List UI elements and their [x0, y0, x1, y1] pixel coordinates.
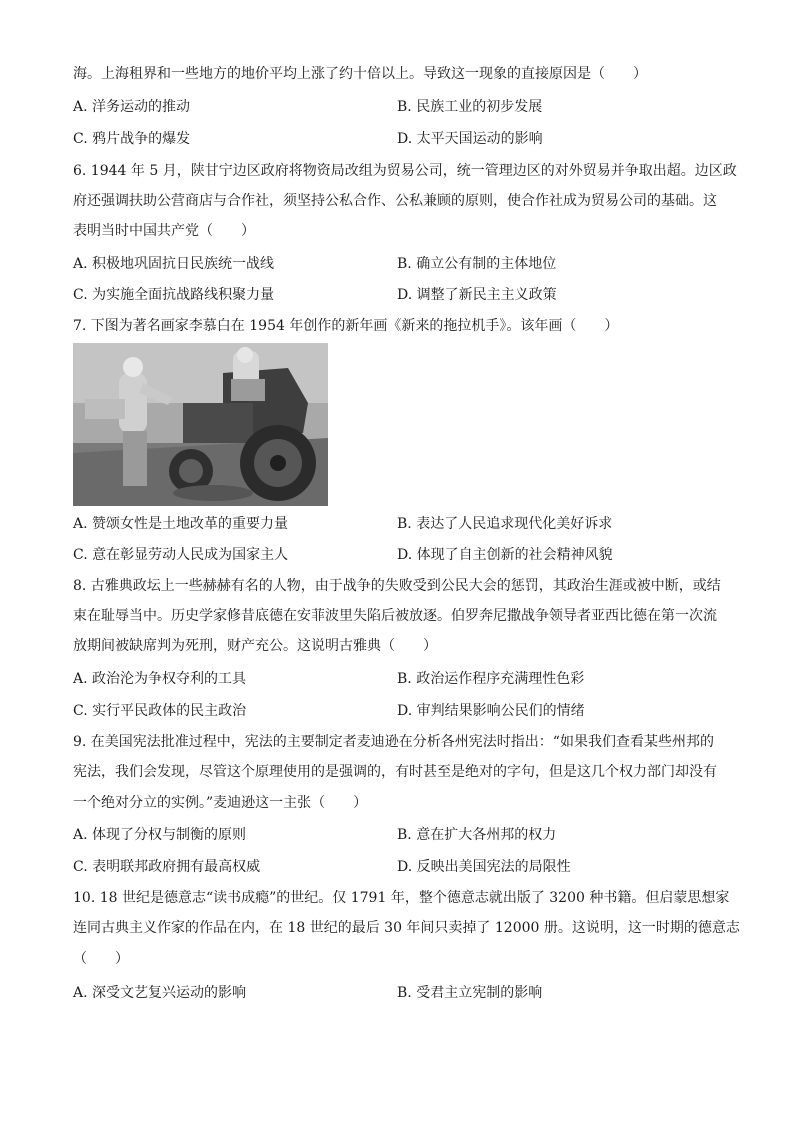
- q8-stem-line-2: 束在耻辱当中。历史学家修昔底德在安菲波里失陷后被放逐。伯罗奔尼撒战争领导者亚西比德在第一次流: [73, 608, 717, 624]
- q10-stem-line-1: 10. 18 世纪是德意志“读书成瘾”的世纪。仅 1791 年，整个德意志就出版了 3200 种书籍。但启蒙思想家: [73, 890, 730, 906]
- tractor-painting-image: [73, 343, 328, 506]
- q6-option-d[interactable]: D. 调整了新民主主义政策: [397, 287, 557, 303]
- q5-option-a[interactable]: A. 洋务运动的推动: [73, 99, 191, 115]
- q5-option-d[interactable]: D. 太平天国运动的影响: [397, 131, 543, 147]
- q5-stem-tail: 海。上海租界和一些地方的地价平均上涨了约十倍以上。导致这一现象的直接原因是（ ）: [73, 66, 647, 82]
- q8-option-b[interactable]: B. 政治运作程序充满理性色彩: [397, 671, 585, 687]
- q9-option-d[interactable]: D. 反映出美国宪法的局限性: [397, 859, 571, 875]
- q7-option-a[interactable]: A. 赞颂女性是土地改革的重要力量: [73, 516, 289, 532]
- q8-stem-line-3: 放期间被缺席判为死刑，财产充公。这说明古雅典（ ）: [73, 638, 437, 654]
- q10-stem-line-3: （ ）: [73, 951, 129, 967]
- q8-option-d[interactable]: D. 审判结果影响公民们的情绪: [397, 703, 585, 719]
- q10-option-a[interactable]: A. 深受文艺复兴运动的影响: [73, 985, 247, 1001]
- q7-option-d[interactable]: D. 体现了自主创新的社会精神风貌: [397, 547, 613, 563]
- q9-option-a[interactable]: A. 体现了分权与制衡的原则: [73, 827, 247, 843]
- q6-stem-line-1: 6. 1944 年 5 月，陕甘宁边区政府将物资局改组为贸易公司，统一管理边区的对外贸易并争取出超。边区政: [73, 163, 737, 179]
- q8-stem-line-1: 8. 古雅典政坛上一些赫赫有名的人物，由于战争的失败受到公民大会的惩罚，其政治生涯或被中断，或结: [73, 578, 721, 594]
- q10-stem-line-2: 连同古典主义作家的作品在内，在 18 世纪的最后 30 年间只卖掉了 12000 册。这说明，这一时期的德意志: [73, 920, 740, 936]
- q8-option-a[interactable]: A. 政治沦为争权夺利的工具: [73, 671, 247, 687]
- q9-option-c[interactable]: C. 表明联邦政府拥有最高权威: [73, 859, 261, 875]
- q7-option-b[interactable]: B. 表达了人民追求现代化美好诉求: [397, 516, 613, 532]
- q8-option-c[interactable]: C. 实行平民政体的民主政治: [73, 703, 247, 719]
- q6-stem-line-3: 表明当时中国共产党（ ）: [73, 223, 255, 239]
- q9-stem-line-2: 宪法，我们会发现，尽管这个原理使用的是强调的，有时甚至是绝对的字句，但是这几个权力部门却没有: [73, 764, 717, 780]
- q7-option-c[interactable]: C. 意在彰显劳动人民成为国家主人: [73, 547, 289, 563]
- q10-option-b[interactable]: B. 受君主立宪制的影响: [397, 985, 543, 1001]
- q7-stem-line-1: 7. 下图为著名画家李慕白在 1954 年创作的新年画《新来的拖拉机手》。该年画（ ）: [73, 318, 619, 334]
- q6-option-c[interactable]: C. 为实施全面抗战路线积聚力量: [73, 287, 275, 303]
- q9-option-b[interactable]: B. 意在扩大各州邦的权力: [397, 827, 557, 843]
- q6-option-a[interactable]: A. 积极地巩固抗日民族统一战线: [73, 256, 275, 272]
- q9-stem-line-3: 一个绝对分立的实例。”麦迪逊这一主张（ ）: [73, 795, 368, 811]
- q5-option-b[interactable]: B. 民族工业的初步发展: [397, 99, 543, 115]
- q6-stem-line-2: 府还强调扶助公营商店与合作社，须坚持公私合作、公私兼顾的原则，使合作社成为贸易公司的基础。这: [73, 193, 717, 209]
- q9-stem-line-1: 9. 在美国宪法批准过程中，宪法的主要制定者麦迪逊在分析各州宪法时指出：“如果我们查看某些州邦的: [73, 734, 714, 750]
- q5-option-c[interactable]: C. 鸦片战争的爆发: [73, 131, 191, 147]
- q6-option-b[interactable]: B. 确立公有制的主体地位: [397, 256, 557, 272]
